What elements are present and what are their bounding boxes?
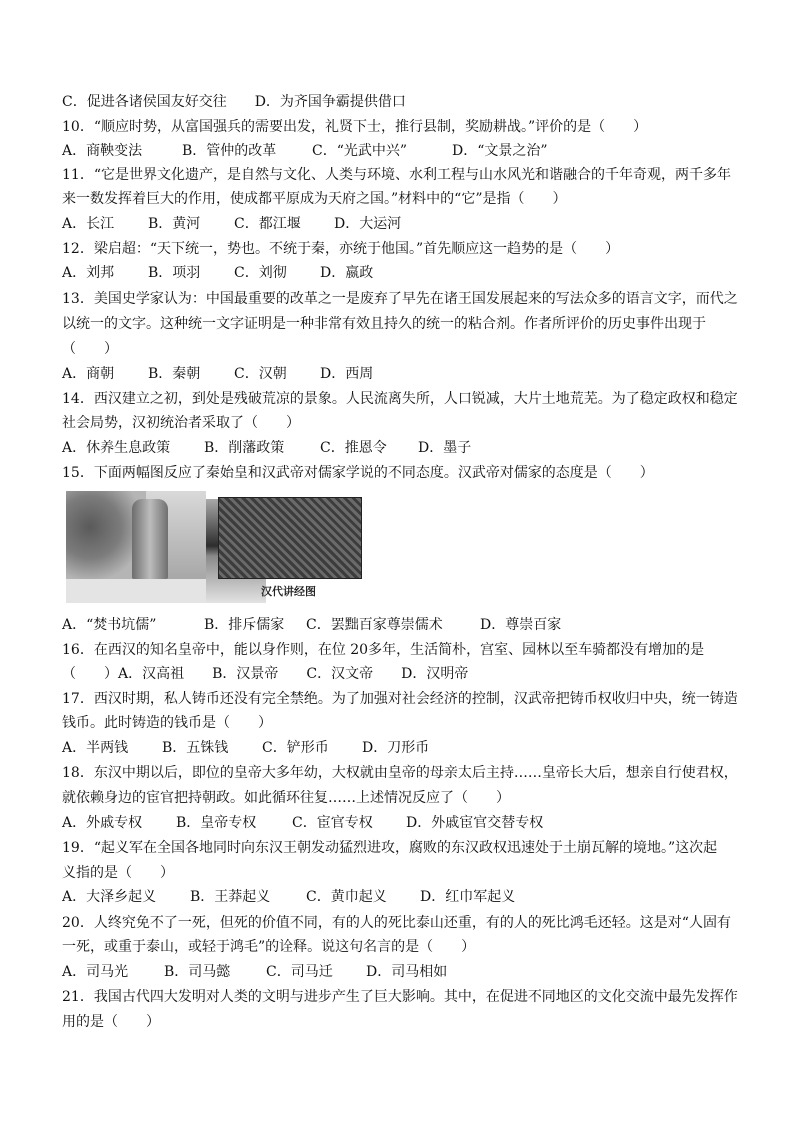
figure-caption: 汉代讲经图 xyxy=(261,585,316,598)
q18-option-d: D．外戚宦官交替专权 xyxy=(406,815,544,831)
q19-stem-line2: 义指的是（ ） xyxy=(62,865,174,881)
q10-option-d: D．“文景之治” xyxy=(452,143,548,159)
q13-stem-line2: 以统一的文字。这种统一文字证明是一种非常有效且持久的统一的粘合剂。作者所评价的历史事件出现于 xyxy=(62,316,706,332)
q10-option-c: C．“光武中兴” xyxy=(312,143,408,159)
q12-stem: 12．梁启超：“天下统一，势也。不统于秦，亦统于他国。”首先顺应这一趋势的是（ ） xyxy=(62,241,620,257)
q12-option-b: B．项羽 xyxy=(148,265,201,281)
q15-option-a: A．“焚书坑儒” xyxy=(62,617,157,633)
q10-option-a: A．商鞅变法 xyxy=(62,143,143,159)
q17-stem-line1: 17．西汉时期，私人铸币还没有完全禁绝。为了加强对社会经济的控制，汉武帝把铸币权收归中央，统一铸造 xyxy=(62,691,738,707)
q17-options xyxy=(62,739,429,757)
q14-options xyxy=(62,439,471,457)
q11-option-d: D．大运河 xyxy=(334,216,402,232)
q18-option-b: B．皇帝专权 xyxy=(176,815,257,831)
q20-stem-line1: 20．人终究免不了一死，但死的价值不同，有的人的死比泰山还重，有的人的死比鸿毛还轻。这是对“人固有 xyxy=(62,915,731,931)
q15-option-d: D．尊崇百家 xyxy=(480,617,562,633)
q18-options xyxy=(62,814,543,832)
q17-option-a: A．半两钱 xyxy=(62,740,129,756)
q19-option-c: C．黄巾起义 xyxy=(306,889,387,905)
q11-option-b: B．黄河 xyxy=(148,216,201,232)
q17-option-d: D．刀形币 xyxy=(362,740,430,756)
q18-option-c: C．宦官专权 xyxy=(292,815,373,831)
q14-stem-line2: 社会局势，汉初统治者采取了（ ） xyxy=(62,415,300,431)
q20-option-a: A．司马光 xyxy=(62,964,129,980)
q13-option-c: C．汉朝 xyxy=(234,366,287,382)
q19-option-a: A．大泽乡起义 xyxy=(62,889,157,905)
q10-options xyxy=(62,142,548,160)
q15-option-b: B．排斥儒家 xyxy=(204,617,285,633)
q13-option-b: B．秦朝 xyxy=(148,366,201,382)
q13-options xyxy=(62,365,373,383)
q20-options xyxy=(62,963,447,981)
q12-option-c: C．刘彻 xyxy=(234,265,287,281)
q13-option-a: A．商朝 xyxy=(62,366,115,382)
q12-options xyxy=(62,264,373,282)
q14-option-d: D．墨子 xyxy=(418,440,472,456)
q12-option-a: A．刘邦 xyxy=(62,265,115,281)
q19-option-b: B．王莽起义 xyxy=(190,889,271,905)
q18-stem-line1: 18．东汉中期以后，即位的皇帝大多年幼，大权就由皇帝的母亲太后主持……皇帝长大后，想亲自行使君权， xyxy=(62,765,738,781)
q19-option-d: D．红巾军起义 xyxy=(420,889,516,905)
q14-stem-line1: 14．西汉建立之初，到处是残破荒凉的景象。人民流离失所，人口锐减，大片土地荒芜。为了稳定政权和稳定 xyxy=(62,391,738,407)
q20-stem-line2: 一死，或重于泰山，或轻于鸿毛”的诠释。说这句名言的是（ ） xyxy=(62,939,476,955)
q17-option-c: C．铲形币 xyxy=(262,740,329,756)
q11-stem-line1: 11．“它是世界文化遗产，是自然与文化、人类与环境、水利工程与山水风光和谐融合的千年奇观，两千多年 xyxy=(62,167,731,183)
q18-option-a: A．外戚专权 xyxy=(62,815,143,831)
q15-options xyxy=(62,616,561,634)
q18-stem-line2: 就依赖身边的宦官把持朝政。如此循环往复……上述情况反应了（ ） xyxy=(62,790,510,806)
q13-stem-line1: 13．美国史学家认为：中国最重要的改革之一是废弃了早先在诸王国发展起来的写法众多的语言文字，而代之 xyxy=(62,291,738,307)
q9-option-line: C．促进各诸侯国友好交往 D．为齐国争霸提供借口 xyxy=(62,94,406,110)
q10-stem: 10．“顺应时势，从富国强兵的需要出发，礼贤下士，推行县制，奖励耕战。”评价的是（ ） xyxy=(62,119,648,135)
han-lecture-relief xyxy=(218,497,362,579)
q19-options xyxy=(62,888,515,906)
q14-option-c: C．推恩令 xyxy=(320,440,387,456)
q15-stem: 15．下面两幅图反应了秦始皇和汉武帝对儒家学说的不同态度。汉武帝对儒家的态度是（ ） xyxy=(62,465,654,481)
q20-option-b: B．司马懿 xyxy=(164,964,231,980)
q11-option-c: C．都江堰 xyxy=(234,216,301,232)
q17-option-b: B．五铢钱 xyxy=(162,740,229,756)
q15-figure xyxy=(66,491,360,603)
q12-option-d: D．嬴政 xyxy=(320,265,374,281)
q20-option-c: C．司马迁 xyxy=(266,964,333,980)
q21-stem-line1: 21．我国古代四大发明对人类的文明与进步产生了巨大影响。其中，在促进不同地区的文化交流中最先发挥作 xyxy=(62,989,738,1005)
q13-option-d: D．西周 xyxy=(320,366,374,382)
q13-stem-line3: （ ） xyxy=(62,341,118,357)
qin-stele-photo xyxy=(66,491,206,603)
q14-option-b: B．削藩政策 xyxy=(204,440,285,456)
q11-option-a: A．长江 xyxy=(62,216,115,232)
q17-stem-line2: 钱币。此时铸造的钱币是（ ） xyxy=(62,715,272,731)
q20-option-d: D．司马相如 xyxy=(366,964,448,980)
q16-stem: 16．在西汉的知名皇帝中，能以身作则，在位 20多年，生活简朴，宫室、园林以至车骑都没有增加的是 xyxy=(62,642,705,658)
q15-option-c: C．罢黜百家尊崇儒术 xyxy=(306,617,443,633)
q16-options: （ ）A．汉高祖 B．汉景帝 C．汉文帝 D．汉明帝 xyxy=(62,666,469,682)
q11-stem-line2: 来一数发挥着巨大的作用，使成都平原成为天府之国。”材料中的“它”是指（ ） xyxy=(62,191,567,207)
q19-stem-line1: 19．“起义军在全国各地同时向东汉王朝发动猛烈进攻，腐败的东汉政权迅速处于土崩瓦解的境地。”这次起 xyxy=(62,840,718,856)
q21-stem-line2: 用的是（ ） xyxy=(62,1014,160,1030)
q14-option-a: A．休养生息政策 xyxy=(62,440,171,456)
q11-options xyxy=(62,215,401,233)
q10-option-b: B．管仲的改革 xyxy=(182,143,277,159)
